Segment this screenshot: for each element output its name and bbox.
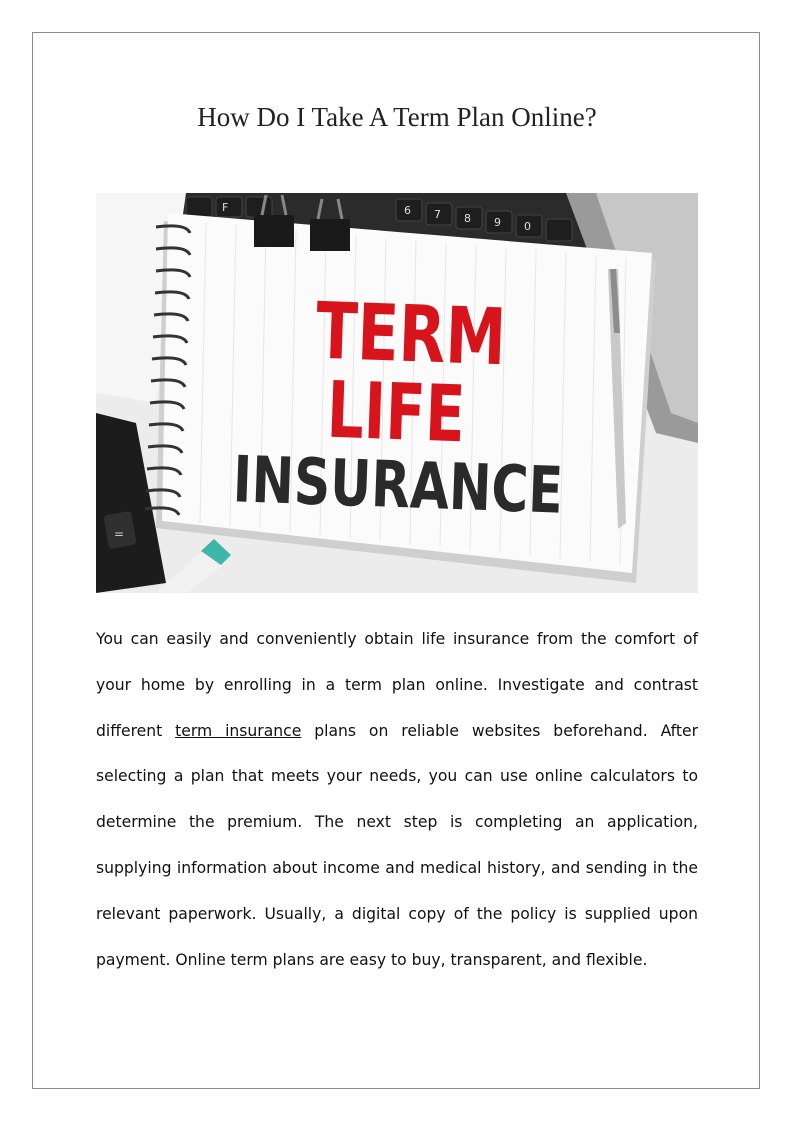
- keyboard-key: 0: [524, 220, 531, 233]
- svg-text:=: =: [114, 527, 125, 541]
- paragraph-text-start: You can easily and conveniently obtain life insurance from the comfort of your home by enrolling in a term plan online. Investigate and contrast different: [96, 630, 698, 740]
- body-paragraph: [96, 617, 698, 983]
- term-life-insurance-image: [96, 193, 698, 593]
- page-title: How Do I Take A Term Plan Online?: [197, 102, 597, 132]
- notepad-word-term: TERM: [314, 286, 562, 386]
- notepad-word-life: LIFE: [325, 365, 514, 463]
- keyboard-key: 7: [434, 208, 441, 221]
- keyboard-key: F: [222, 201, 229, 214]
- notepad-word-insurance: INSURANCE: [231, 443, 653, 532]
- paragraph-text-end: plans on reliable websites beforehand. After selecting a plan that meets your needs, you can use online calculators to determine the premium. The next step is completing an application, supplying information about income and medical history, and sending in the relevant paperwork. Usually, a digital copy of the policy is supplied upon payment. Online term plans are easy to buy, transparent, and flexible.: [96, 721, 699, 969]
- term-insurance-link[interactable]: term insurance: [175, 721, 302, 740]
- keyboard-key: 9: [494, 216, 501, 229]
- keyboard-key: 6: [404, 204, 411, 217]
- keyboard-key: 8: [464, 212, 471, 225]
